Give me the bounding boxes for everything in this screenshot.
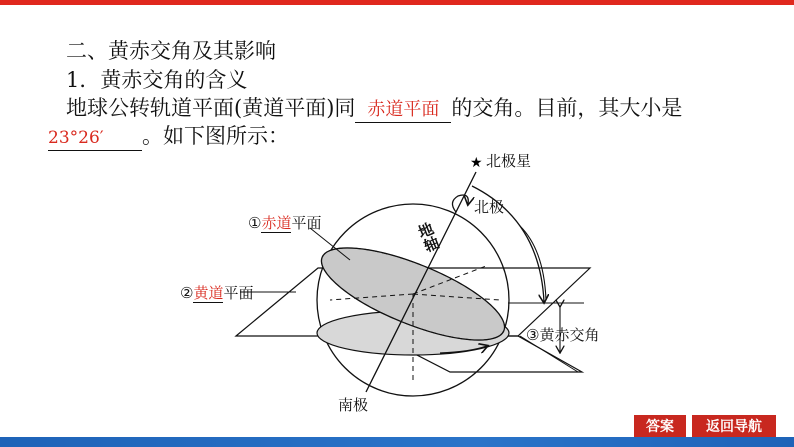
south-pole-label: 南极 [338, 396, 369, 414]
bottom-accent-bar [0, 437, 794, 447]
answer-button[interactable]: 答案 [634, 415, 686, 439]
answer-blank-obliquity: 23°26′ [48, 126, 142, 151]
back-to-nav-button[interactable]: 返回导航 [692, 415, 776, 439]
ecliptic-fill: 黄道 [193, 284, 224, 302]
obliquity-label: ③黄赤交角 [526, 326, 600, 344]
sentence-part-2: 的交角。目前，其大小是 [451, 96, 683, 120]
equator-plane-label: ①赤道平面 [248, 214, 322, 232]
sentence-part-3: 。如下图所示： [142, 124, 289, 148]
north-star-icon: ★ [470, 155, 483, 171]
subsection-heading: 1．黄赤交角的含义 [66, 68, 248, 92]
section-heading: 二、黄赤交角及其影响 [66, 39, 276, 63]
north-pole-label: 北极 [474, 198, 505, 216]
sentence-part-1: 地球公转轨道平面(黄道平面)同 [66, 96, 356, 120]
north-star-label: 北极星 [486, 152, 532, 170]
earth-axis-label: 地轴 [414, 219, 443, 255]
ecliptic-plane-label: ②黄道平面 [180, 284, 254, 302]
answer-blank-equator-plane: 赤道平面 [355, 98, 451, 123]
equator-fill: 赤道 [261, 214, 292, 232]
